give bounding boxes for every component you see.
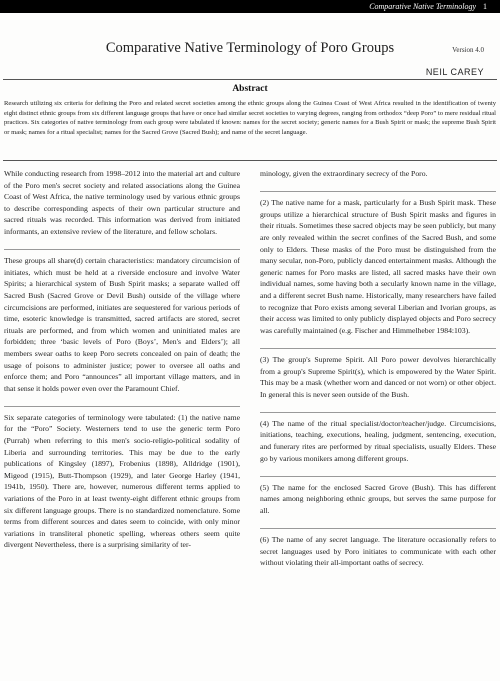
body-paragraph: These groups all share(d) certain characteristics: mandatory circumcision of initiates, which must be held at a riverside enclosure and involve Water Spirits; a hierarchical system of Bush Spirit masks; a separate walled off Sacred Bush (Sacred Grove or Devil Bush) outside of the village where circumcisions are performed, initiates are sequestered for various periods of time, esoteric knowledge is transmitted, sacred artifacts are stored, secret rituals are performed, and from which women and uninitiated males are forbidden; three ‘basic levels of Poro (Boys’, Men's and Elders’); all members swear oaths to keep Poro secrets concealed on pain of death; the usage of poisons to administer justice; power to oversee all oaths and enforce them; and Poro “announces” all important village matters, and in that sense it holds power even over the Paramount Chief. bbox=[4, 249, 240, 394]
abstract-text: Research utilizing six criteria for defining the Poro and related secret societies among the ethnic groups along the Guinea Coast of West Africa resulted in the identification of twenty eight distinct ethnic groups from six different language groups that have or once had similar secret societies to varying degrees, ranging from orthodox “deep Poro” to mere residual ritual practices. Six categories of native terminology from each group were tabulated if known: names for the secret society; generic names for a Bush Spirit or mask; the supreme Bush Spirit or mask; names for a ritual specialist; names for the Sacred Grove (Sacred Bush); and name of the secret language. bbox=[4, 100, 496, 137]
abstract-heading: Abstract bbox=[232, 84, 268, 94]
running-header bbox=[369, 0, 487, 13]
left-column bbox=[4, 168, 240, 563]
body-paragraph: Six separate categories of terminology were tabulated: (1) the native name for the “Poro” Society. Westerners tend to use the generic term Poro (Purrah) when referring to this men's socio-religio-political sodality of Liberia and surrounding territories. This may be due to the early publications of Kingsley (1897), Frobenius (1898), Alldridge (1901), Migeod (1915), Butt-Thompson (1929), and later George Harley (1941, 1941b, 1950). There are, however, numerous different terms applied to variations of the Poro in at least twenty-eight different ethnic groups from six different language groups. There is no standardized nomenclature. Some terms from different sources and dates seem to coincide, with only minor variations in transliteral phonetic spelling, whereas others seem quite divergent Nevertheless, there is a surprising similarity of ter- bbox=[4, 406, 240, 551]
body-paragraph: (6) The name of any secret language. The literature occasionally refers to secret languages used by Poro initiates to communicate with each other without violating their all-important oaths of secrecy. bbox=[260, 528, 496, 569]
body-paragraph: While conducting research from 1998–2012 into the material art and culture of the Poro men's secret society and related associations along the Guinea Coast of West Africa, the native terminology used by various ethnic groups to describe corresponding aspects of their own particular structure and sacred rituals was recorded. This information was derived from initiated informants, an extensive review of the literature, and fellow scholars. bbox=[4, 169, 240, 236]
body-paragraph: (2) The native name for a mask, particularly for a Bush Spirit mask. These groups utilize a hierarchical structure of Bush Spirit masks and figures in their rituals. Sometimes these sacred objects may be seen publicly, but many are only revealed within the secret confines of the Sacred Bush, and some only to Elders. These masks of the Poro must be distinguished from the many secular, non-Poro, publicly danced entertainment masks. Although the generic names for Poro masks are listed, all sacred masks have their own individual names, some having both a secularly known name in the village, and a different secret Bush name. Historically, many researchers have failed to recognize that Poro exists among several Liberian and Ivorian groups, as their access was limited to only publicly displayed objects and Poro secrecy was carefully maintained (e.g. Fischer and Himmelheber 1984:103). bbox=[260, 191, 496, 336]
running-header-bar bbox=[0, 0, 500, 13]
body-paragraph: minology, given the extraordinary secrecy of the Poro. bbox=[260, 169, 428, 178]
body-paragraph: (4) The name of the ritual specialist/doctor/teacher/judge. Circumcisions, initiations, teaching, executions, healing, judgment, sentencing, execution, and funerary rites are performed by ritual specialists, usually Elders. These go by various monikers among different groups. bbox=[260, 412, 496, 464]
author-name: NEIL CAREY bbox=[425, 67, 484, 77]
abstract-bottom-rule bbox=[3, 160, 497, 161]
body-paragraph: (5) The name for the enclosed Sacred Grove (Bush). This has different names among neighboring ethnic groups, but serves the same purpose for all. bbox=[260, 476, 496, 517]
right-column bbox=[260, 168, 496, 581]
running-title: Comparative Native Terminology bbox=[369, 2, 476, 11]
paper-title: Comparative Native Terminology of Poro Groups bbox=[105, 40, 395, 56]
abstract-top-rule bbox=[3, 79, 497, 80]
page-number: 1 bbox=[483, 2, 487, 11]
version-label: Version 4.0 bbox=[452, 46, 484, 54]
body-paragraph: (3) The group's Supreme Spirit. All Poro power devolves hierarchically from a group's Supreme Spirit(s), which is empowered by the Water Spirit. This may be a mask (whether worn and danced or not worn) or other object. In general this is never seen outside of the Bush. bbox=[260, 348, 496, 400]
